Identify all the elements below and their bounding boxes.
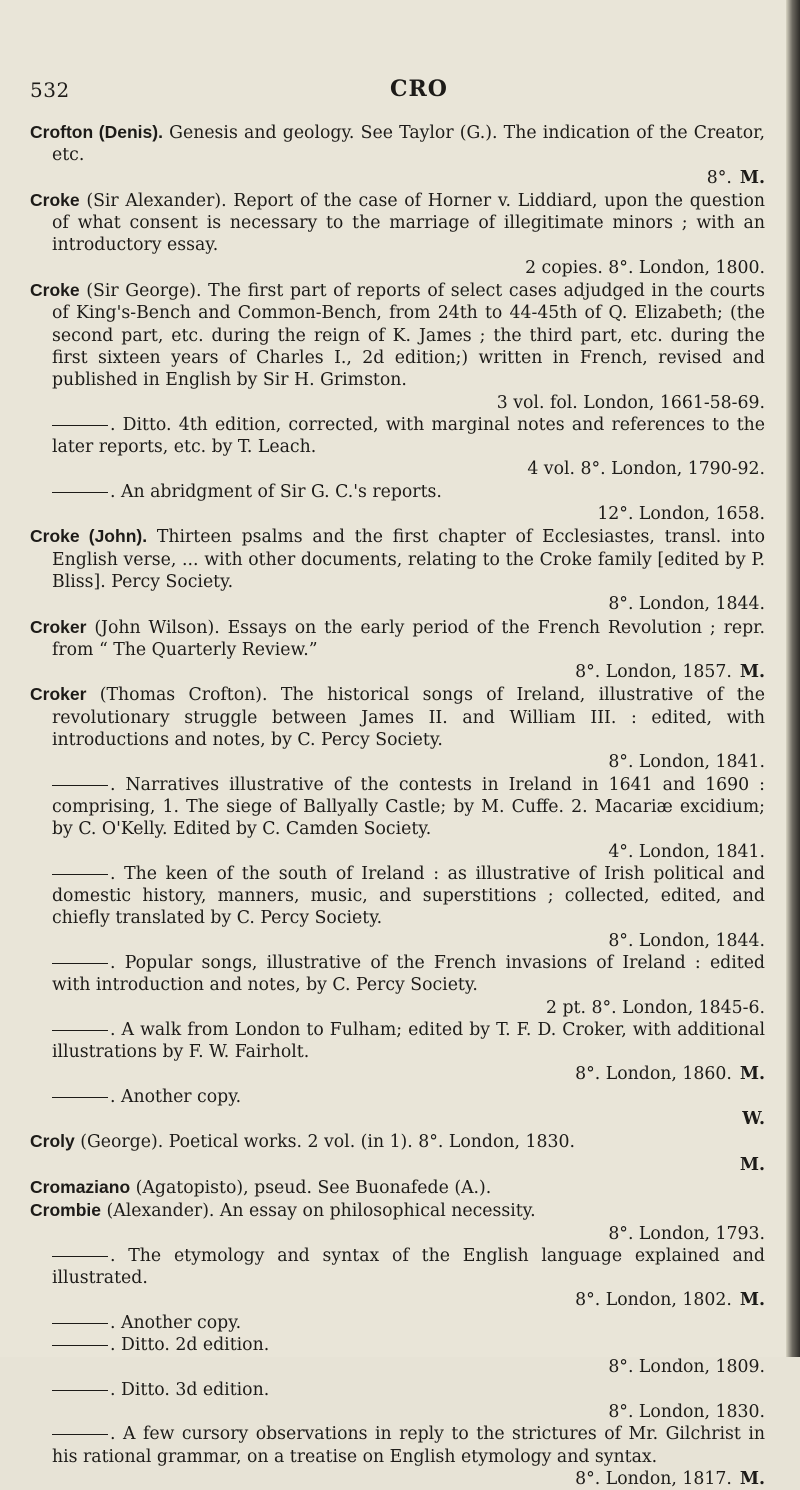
ditto-dash	[52, 1030, 108, 1031]
catalogue-entry	[30, 1199, 765, 1245]
entry-imprint-line	[52, 930, 765, 952]
entry-text: . Narratives illustrative of the contests in Ireland in 1641 and 1690 : comprising, 1. The siege of Ballyally Castle; by M. Cuffe. 2. Macariæ excidium; by C. O'Kelly. Edited by C. Camden Society.	[52, 774, 765, 840]
entry-imprint-line	[52, 392, 765, 414]
entry-heading: Croker	[30, 684, 87, 705]
entry-imprint: 8°. London, 1841.	[608, 752, 765, 773]
catalogue-entry	[30, 1334, 765, 1379]
entry-imprint: 8°. London, 1817.	[575, 1468, 732, 1489]
entry-text: (Sir George). The first part of reports of select cases adjudged in the courts of King's-Bench and Common-Bench, from 24th to 44-45th of Q. Elizabeth; (the second part, etc. during the reign of K. James ; the third part, etc. during the first sixteen years of Charles I., 2d edition;) written in French, revised and published in English by Sir H. Grimston.	[52, 281, 765, 391]
page-edge-shadow	[786, 0, 800, 1357]
catalogue-entry	[30, 189, 765, 279]
entry-text: . The keen of the south of Ireland : as illustrative of Irish political and domestic history, manners, music, and superstitions ; collected, edited, and chiefly translated by C. Percy Society.	[52, 863, 765, 929]
running-head: CRO	[390, 76, 448, 102]
entry-text: Thirteen psalms and the first chapter of Ecclesiastes, transl. into English verse, ... with other documents, relating to the Croke family [edited by P. Bliss]. Percy Society.	[52, 527, 765, 592]
entry-text: . A few cursory observations in reply to the strictures of Mr. Gilchrist in his rational grammar, on a treatise on English etymology and syntax.	[52, 1424, 765, 1467]
catalogue-entry	[30, 863, 765, 952]
ditto-dash	[52, 425, 108, 426]
entry-imprint: 4 vol. 8°. London, 1790-92.	[527, 459, 765, 480]
entry-heading: Croke (John).	[30, 526, 148, 547]
entry-imprint: 3 vol. fol. London, 1661-58-69.	[496, 392, 765, 413]
entry-text: . The etymology and syntax of the English language explained and illustrated.	[52, 1245, 765, 1289]
catalogue-entry	[30, 121, 765, 189]
catalogue-entry	[30, 525, 765, 615]
entry-location-mark: M.	[739, 1290, 765, 1311]
catalogue-entry	[30, 1423, 765, 1490]
entry-text: . Ditto. 4th edition, corrected, with marginal notes and references to the later reports, etc. by T. Leach.	[52, 414, 765, 458]
catalogue-entry	[30, 1086, 765, 1131]
entry-imprint-line	[52, 503, 765, 525]
catalogue-entry	[30, 774, 765, 863]
entry-imprint: 8°. London, 1860.	[575, 1064, 732, 1085]
catalogue-entry	[30, 1245, 765, 1312]
entry-text: . Popular songs, illustrative of the French invasions of Ireland : edited with introduction and notes, by C. Percy Society.	[52, 952, 765, 996]
catalogue-entry	[30, 1019, 765, 1086]
entry-imprint: 8°. London, 1793.	[608, 1223, 765, 1244]
entry-heading: Crombie	[30, 1200, 101, 1221]
catalogue-entry	[30, 683, 765, 773]
entry-heading: Croke	[30, 280, 80, 301]
entry-imprint: 12°. London, 1658.	[597, 504, 765, 525]
entry-imprint-line	[52, 1154, 765, 1176]
catalogue-entry	[30, 1379, 765, 1424]
ditto-dash	[52, 1323, 108, 1324]
ditto-dash	[52, 963, 108, 964]
entry-text: . A walk from London to Fulham; edited by T. F. D. Croker, with additional illustrations by F. W. Fairholt.	[52, 1019, 765, 1063]
entry-imprint-line	[52, 257, 765, 279]
catalogue-entry	[30, 952, 765, 1019]
entry-text: . Ditto. 2d edition.	[110, 1335, 270, 1356]
catalogue-entry	[30, 1176, 765, 1199]
entry-text: . Another copy.	[110, 1086, 242, 1107]
entry-heading: Croker	[30, 616, 87, 637]
catalogue-entry	[30, 481, 765, 526]
entry-location-mark: M.	[739, 1154, 765, 1175]
entry-imprint: 2 pt. 8°. London, 1845-6.	[545, 997, 765, 1018]
page-number: 532	[30, 78, 70, 102]
catalogue-entries	[30, 121, 765, 1490]
entry-imprint: 8°. London, 1830.	[608, 1401, 765, 1422]
entry-imprint-line	[52, 1108, 765, 1130]
entry-imprint: 4°. London, 1841.	[608, 841, 765, 862]
entry-imprint: 8°.	[706, 167, 732, 188]
ditto-dash	[52, 1390, 108, 1391]
entry-text: (George). Poetical works. 2 vol. (in 1). 8°. London, 1830.	[80, 1132, 575, 1153]
entry-location-mark: W.	[742, 1109, 765, 1130]
entry-imprint: 8°. London, 1857.	[575, 662, 732, 683]
entry-text: (Agatopisto), pseud. See Buonafede (A.).	[135, 1177, 492, 1198]
entry-imprint-line	[52, 661, 765, 683]
ditto-dash	[52, 785, 108, 786]
catalogue-entry	[30, 1130, 765, 1176]
entry-imprint-line	[52, 1356, 765, 1378]
entry-text: . Ditto. 3d edition.	[110, 1379, 270, 1400]
page-header	[30, 78, 765, 108]
entry-imprint-line	[52, 1063, 765, 1085]
catalogue-entry	[30, 616, 765, 684]
entry-imprint: 8°. London, 1809.	[608, 1357, 765, 1378]
entry-imprint-line	[52, 1223, 765, 1245]
entry-location-mark: M.	[739, 167, 765, 188]
entry-imprint: 2 copies. 8°. London, 1800.	[525, 257, 765, 278]
entry-location-mark: M.	[739, 662, 765, 683]
entry-imprint-line	[52, 1468, 765, 1490]
entry-imprint: 8°. London, 1844.	[608, 930, 765, 951]
ditto-dash	[52, 1097, 108, 1098]
entry-text: (Sir Alexander). Report of the case of Horner v. Liddiard, upon the question of what consent is necessary to the marriage of illegitimate minors ; with an introductory essay.	[52, 190, 765, 256]
entry-heading: Croke	[30, 189, 80, 210]
entry-text: . Another copy.	[110, 1312, 242, 1333]
ditto-dash	[52, 492, 108, 493]
entry-imprint: 8°. London, 1844.	[608, 594, 765, 615]
catalogue-entry	[30, 1312, 765, 1334]
entry-imprint-line	[52, 167, 765, 189]
entry-heading: Crofton (Denis).	[30, 122, 163, 142]
entry-heading: Cromaziano	[30, 1176, 131, 1197]
entry-heading: Croly	[30, 1131, 75, 1152]
entry-text: (Thomas Crofton). The historical songs of Ireland, illustrative of the revolutionary struggle between James II. and William III. : edited, with introductions and notes, by C. Percy Society.	[52, 685, 765, 751]
ditto-dash	[52, 1434, 108, 1435]
ditto-dash	[52, 1256, 108, 1257]
ditto-dash	[52, 1345, 108, 1346]
entry-text: Genesis and geology. See Taylor (G.). The indication of the Creator, etc.	[52, 123, 765, 166]
entry-imprint-line	[52, 458, 765, 480]
entry-imprint-line	[52, 841, 765, 863]
entry-imprint-line	[52, 751, 765, 773]
entry-imprint: 8°. London, 1802.	[575, 1290, 732, 1311]
entry-imprint-line	[52, 1289, 765, 1311]
catalogue-entry	[30, 414, 765, 481]
entry-location-mark: M.	[739, 1064, 765, 1085]
entry-location-mark: M.	[739, 1468, 765, 1489]
ditto-dash	[52, 874, 108, 875]
entry-imprint-line	[52, 997, 765, 1019]
entry-text: (John Wilson). Essays on the early period of the French Revolution ; repr. from “ The Quarterly Review.”	[52, 617, 765, 660]
entry-imprint-line	[52, 593, 765, 615]
entry-imprint-line	[52, 1401, 765, 1423]
catalogue-entry	[30, 279, 765, 414]
entry-text: (Alexander). An essay on philosophical necessity.	[106, 1201, 536, 1222]
entry-text: . An abridgment of Sir G. C.'s reports.	[110, 481, 442, 502]
